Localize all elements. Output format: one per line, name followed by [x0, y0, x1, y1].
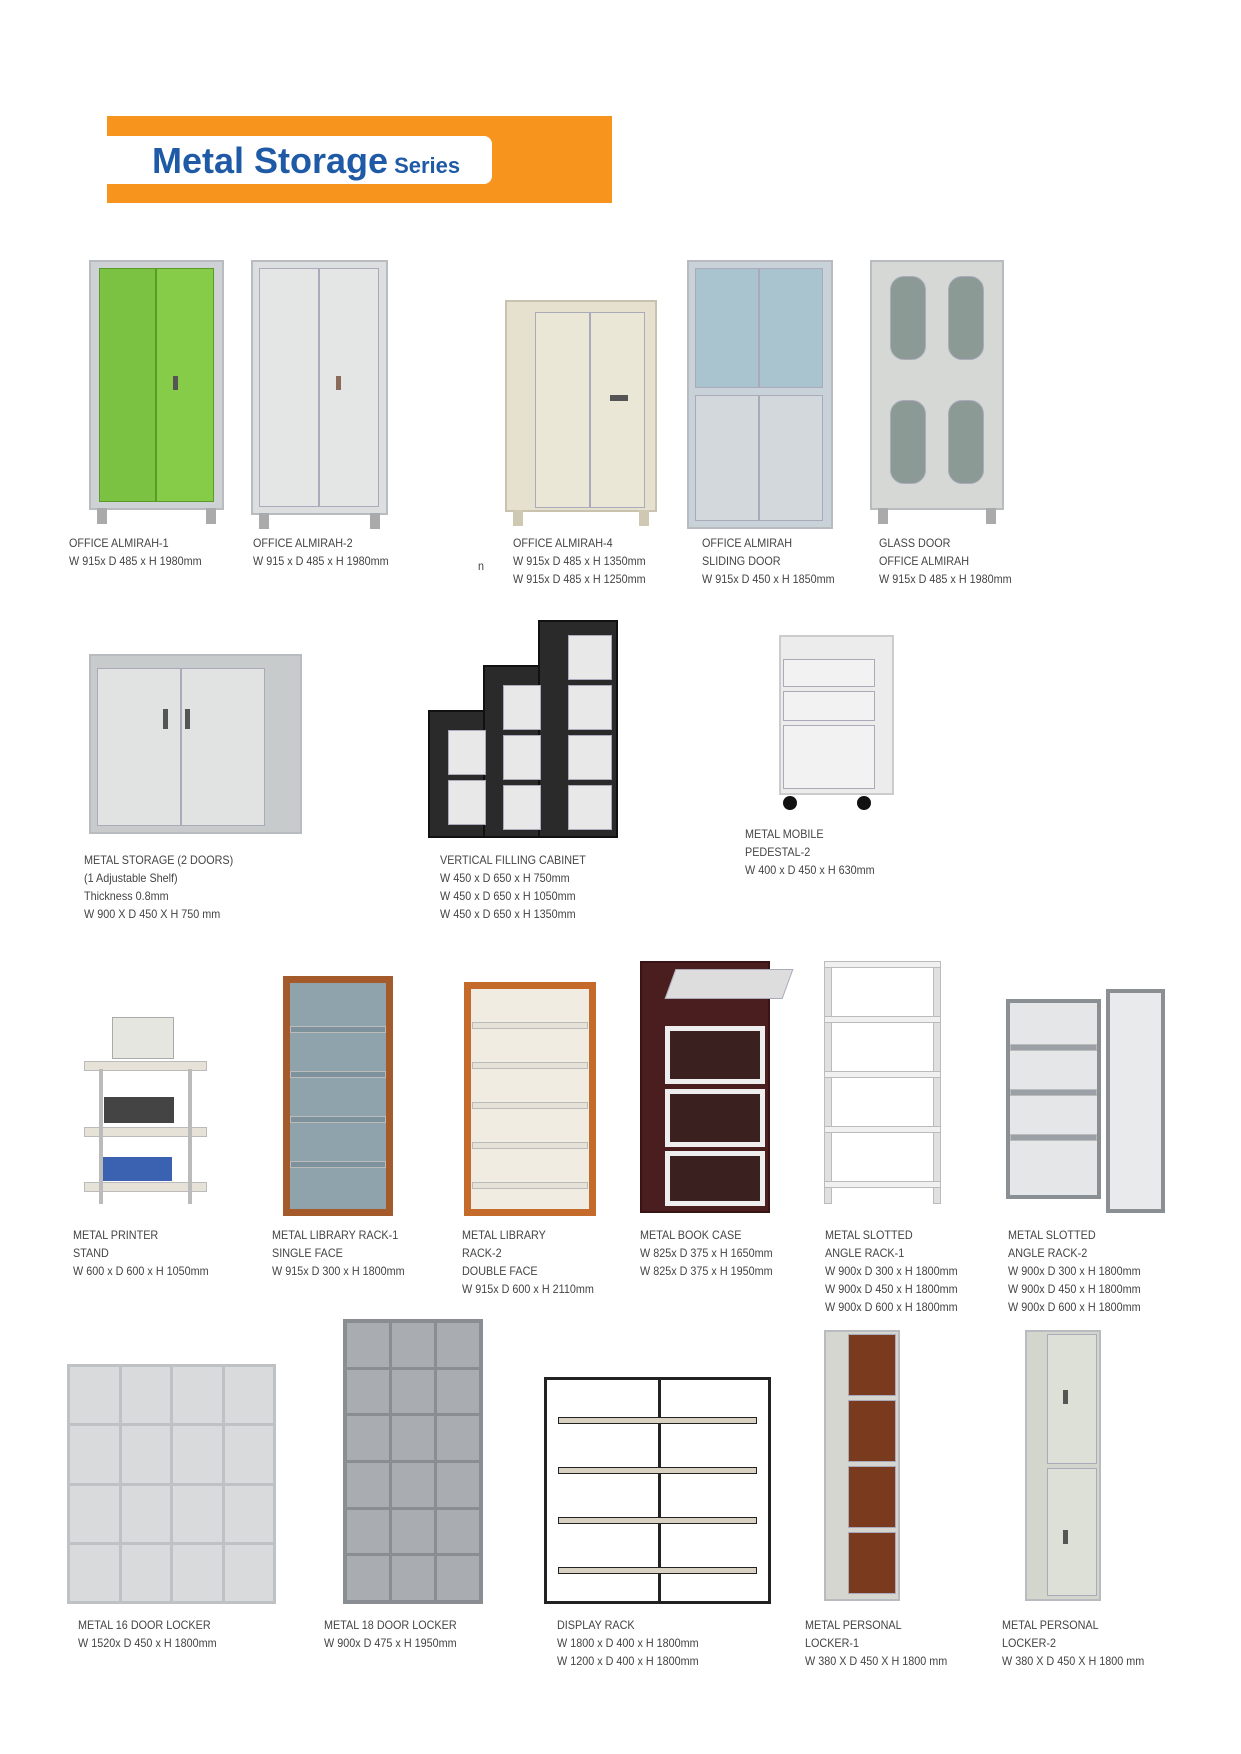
label-line: STAND: [73, 1246, 109, 1260]
product-image-metal-personal-locker-1: [824, 1330, 900, 1601]
product-label-metal-storage: [84, 851, 233, 923]
label-line: W 450 x D 650 x H 1350mm: [440, 907, 576, 921]
label-line: W 380 X D 450 X H 1800 mm: [805, 1654, 948, 1668]
label-line: OFFICE ALMIRAH-1: [69, 536, 169, 550]
product-label-office-almirah-1: [69, 534, 202, 570]
product-label-library-rack-2: [462, 1226, 594, 1298]
product-label-library-rack-1: [272, 1226, 405, 1280]
label-line: W 600 x D 600 x H 1050mm: [73, 1264, 209, 1278]
label-line: METAL 18 DOOR LOCKER: [324, 1618, 457, 1632]
product-image-glass-door-office-almirah: [870, 260, 1004, 510]
label-line: METAL BOOK CASE: [640, 1228, 742, 1242]
product-label-office-almirah-sliding: [702, 534, 835, 588]
label-line: OFFICE ALMIRAH: [879, 554, 970, 568]
stray-mark: n: [478, 559, 485, 573]
product-image-display-rack: [544, 1377, 771, 1604]
product-image-metal-storage-2-doors: [89, 654, 302, 834]
label-line: W 915x D 485 x H 1980mm: [69, 554, 202, 568]
label-line: W 915x D 450 x H 1850mm: [702, 572, 835, 586]
label-line: METAL PRINTER: [73, 1228, 159, 1242]
label-line: METAL 16 DOOR LOCKER: [78, 1618, 211, 1632]
product-image-metal-18-door-locker: [343, 1319, 483, 1604]
label-line: W 825x D 375 x H 1650mm: [640, 1246, 773, 1260]
label-line: GLASS DOOR: [879, 536, 951, 550]
label-line: ANGLE RACK-1: [825, 1246, 905, 1260]
product-label-personal-locker-1: [805, 1616, 947, 1670]
label-line: METAL SLOTTED: [825, 1228, 913, 1242]
product-label-display-rack: [557, 1616, 699, 1670]
label-line: W 900x D 600 x H 1800mm: [1008, 1300, 1141, 1314]
label-line: W 915x D 600 x H 2110mm: [462, 1282, 594, 1296]
product-label-office-almirah-4: [513, 534, 646, 588]
label-line: W 400 x D 450 x H 630mm: [745, 863, 875, 877]
label-line: ANGLE RACK-2: [1008, 1246, 1088, 1260]
product-image-metal-16-door-locker: [67, 1364, 276, 1604]
label-line: W 900x D 475 x H 1950mm: [324, 1636, 457, 1650]
label-line: LOCKER-1: [805, 1636, 860, 1650]
label-line: W 450 x D 650 x H 1050mm: [440, 889, 576, 903]
label-line: W 915x D 485 x H 1250mm: [513, 572, 646, 586]
product-label-vertical-filling: [440, 851, 586, 923]
label-line: W 915 x D 485 x H 1980mm: [253, 554, 389, 568]
product-image-office-almirah-1: [89, 260, 224, 510]
page-title: [152, 140, 460, 182]
label-line: W 915x D 485 x H 1980mm: [879, 572, 1012, 586]
product-image-vertical-filling-cabinet: [428, 620, 618, 838]
label-line: Thickness 0.8mm: [84, 889, 169, 903]
label-line: SLIDING DOOR: [702, 554, 781, 568]
product-label-slotted-rack-2: [1008, 1226, 1141, 1316]
label-line: RACK-2: [462, 1246, 502, 1260]
product-label-office-almirah-2: [253, 534, 389, 570]
label-line: METAL PERSONAL: [1002, 1618, 1099, 1632]
product-label-personal-locker-2: [1002, 1616, 1144, 1670]
label-line: W 1800 x D 400 x H 1800mm: [557, 1636, 699, 1650]
label-line: SINGLE FACE: [272, 1246, 343, 1260]
label-line: W 1520x D 450 x H 1800mm: [78, 1636, 217, 1650]
product-image-office-almirah-sliding-door: [687, 260, 833, 529]
product-image-office-almirah-4: [505, 300, 657, 512]
label-line: W 900x D 300 x H 1800mm: [1008, 1264, 1141, 1278]
product-image-metal-library-rack-1: [283, 976, 393, 1216]
label-line: W 1200 x D 400 x H 1800mm: [557, 1654, 699, 1668]
label-line: METAL LIBRARY RACK-1: [272, 1228, 399, 1242]
label-line: W 900x D 300 x H 1800mm: [825, 1264, 958, 1278]
label-line: VERTICAL FILLING CABINET: [440, 853, 586, 867]
product-label-18-door-locker: [324, 1616, 457, 1652]
label-line: DOUBLE FACE: [462, 1264, 538, 1278]
label-line: METAL STORAGE (2 DOORS): [84, 853, 234, 867]
product-image-metal-library-rack-2: [464, 982, 596, 1216]
label-line: W 900 X D 450 X H 750 mm: [84, 907, 221, 921]
label-line: W 900x D 450 x H 1800mm: [825, 1282, 958, 1296]
label-line: METAL LIBRARY: [462, 1228, 546, 1242]
title-text: Metal Storage: [152, 140, 389, 181]
product-image-metal-personal-locker-2: [1025, 1330, 1101, 1601]
label-line: OFFICE ALMIRAH: [702, 536, 793, 550]
label-line: METAL SLOTTED: [1008, 1228, 1096, 1242]
label-line: W 915x D 300 x H 1800mm: [272, 1264, 405, 1278]
label-line: OFFICE ALMIRAH-2: [253, 536, 353, 550]
label-line: W 825x D 375 x H 1950mm: [640, 1264, 773, 1278]
label-line: METAL MOBILE: [745, 827, 824, 841]
product-image-metal-printer-stand: [84, 1017, 207, 1213]
label-line: LOCKER-2: [1002, 1636, 1057, 1650]
product-image-metal-slotted-angle-rack-2: [1006, 989, 1165, 1213]
label-line: W 900x D 450 x H 1800mm: [1008, 1282, 1141, 1296]
title-series: Series: [394, 153, 461, 178]
product-label-mobile-pedestal: [745, 825, 875, 879]
label-line: W 450 x D 650 x H 750mm: [440, 871, 570, 885]
product-label-glass-door: [879, 534, 1012, 588]
product-image-metal-mobile-pedestal: [779, 635, 894, 810]
product-image-metal-book-case: [640, 961, 788, 1213]
label-line: W 915x D 485 x H 1350mm: [513, 554, 646, 568]
label-line: (1 Adjustable Shelf): [84, 871, 178, 885]
label-line: OFFICE ALMIRAH-4: [513, 536, 613, 550]
product-label-book-case: [640, 1226, 773, 1280]
label-line: METAL PERSONAL: [805, 1618, 902, 1632]
product-image-office-almirah-2: [251, 260, 388, 515]
product-image-metal-slotted-angle-rack-1: [824, 961, 941, 1202]
product-label-slotted-rack-1: [825, 1226, 958, 1316]
product-label-printer-stand: [73, 1226, 209, 1280]
label-line: DISPLAY RACK: [557, 1618, 635, 1632]
label-line: W 900x D 600 x H 1800mm: [825, 1300, 958, 1314]
label-line: PEDESTAL-2: [745, 845, 811, 859]
label-line: W 380 X D 450 X H 1800 mm: [1002, 1654, 1145, 1668]
product-label-16-door-locker: [78, 1616, 217, 1652]
